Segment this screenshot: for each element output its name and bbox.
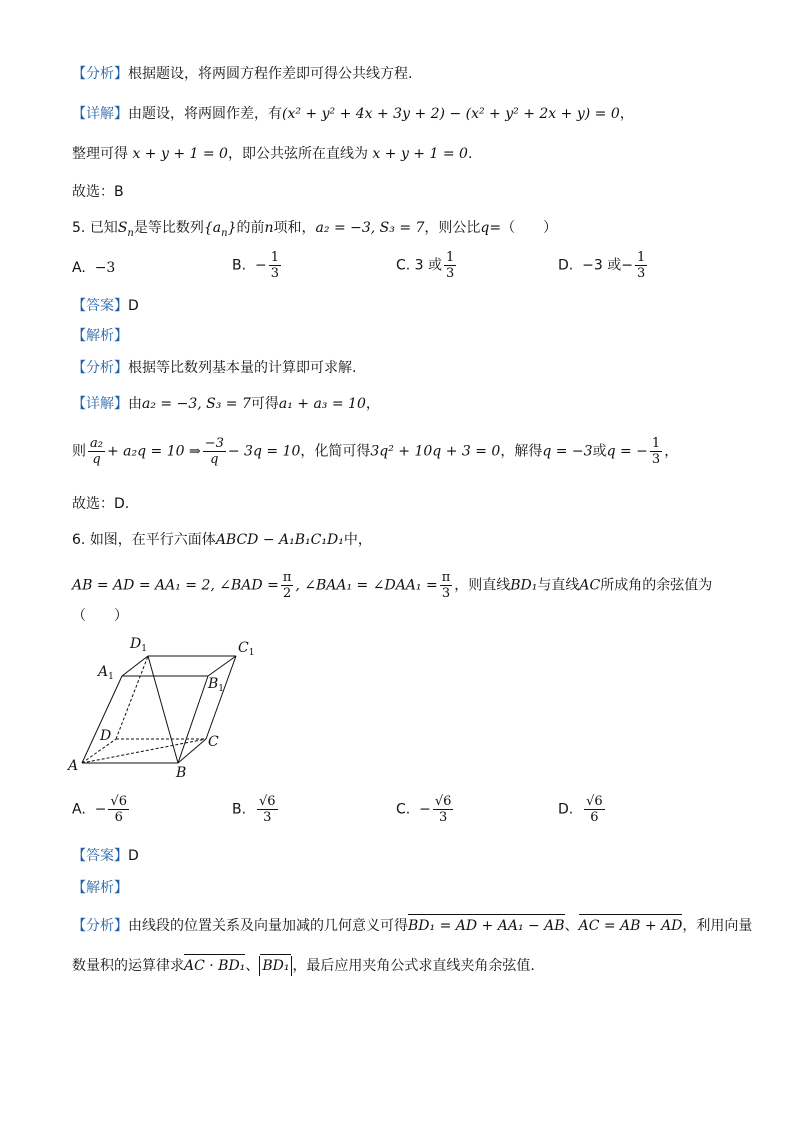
q6-solid: ABCD − A₁B₁C₁D₁ xyxy=(215,532,344,548)
simplify-equation: x + y + 1 = 0 xyxy=(132,146,228,162)
label-a: A xyxy=(68,758,79,774)
q5-text: 项和， xyxy=(273,220,316,236)
question-6 xyxy=(72,530,372,550)
q5-text: ，则公比 xyxy=(424,220,481,236)
answer-tag: 【答案】 xyxy=(72,848,128,864)
q5-seq-sub: n xyxy=(221,227,228,239)
option-b[interactable] xyxy=(232,794,280,825)
fraction: $\frac{\text{a₂}}{q}$ xyxy=(90,436,103,467)
solve-line xyxy=(72,436,678,467)
detail-tag: 【详解】 xyxy=(72,106,128,122)
analysis-line-2 xyxy=(72,956,535,976)
q5-text: =（ ） xyxy=(489,220,558,236)
analysis-text: ，最后应用夹角公式求直线夹角余弦值. xyxy=(292,958,535,974)
period: . xyxy=(467,146,473,162)
edge-a-a1 xyxy=(82,676,122,763)
question-number: 5. xyxy=(72,220,86,236)
detail-line xyxy=(72,394,380,414)
choose-line: 故选：B xyxy=(72,184,124,200)
option-fraction: $\frac{√6}{3}$ xyxy=(258,794,276,825)
fraction: $\frac{\pi}{2}$ xyxy=(282,570,292,601)
option-sign: − xyxy=(254,257,267,274)
analysis-line xyxy=(72,358,356,378)
q5-q: q xyxy=(480,220,490,236)
separator: 、 xyxy=(245,958,260,974)
analysis-text: 根据等比数列基本量的计算即可求解. xyxy=(128,360,357,376)
vector-magnitude: BD₁ xyxy=(259,956,292,976)
vector-equation: AC = AB + AD xyxy=(578,918,683,934)
choose-line: 故选：D. xyxy=(72,496,130,512)
analysis-tag: 【分析】 xyxy=(72,918,128,934)
option-label: D. xyxy=(558,801,574,818)
option-label: A. xyxy=(72,801,86,818)
detail-equation: (x² + y² + 4x + 3y + 2) − (x² + y² + 2x + y) = 0 xyxy=(282,106,620,122)
q6-condition: , ∠BAA₁ = ∠DAA₁ = xyxy=(295,577,438,594)
label-b1: $B_1$ xyxy=(208,676,225,694)
option-label: C. 3 或 xyxy=(396,257,443,274)
q6-text: 中， xyxy=(343,532,372,548)
separator: 、 xyxy=(564,918,579,934)
detail-text: 由 xyxy=(128,396,142,412)
chord-equation: x + y + 1 = 0 xyxy=(372,146,468,162)
analysis-line xyxy=(72,916,752,936)
simplify-line xyxy=(72,144,472,164)
analysis-text: 根据题设，将两圆方程作差即可得公共线方程. xyxy=(128,66,413,82)
option-value: −3 xyxy=(94,260,116,276)
q6-paren: （ ） xyxy=(72,608,128,624)
q6-text: 与直线 xyxy=(537,577,580,594)
option-fraction: $\frac{√6}{6}$ xyxy=(110,794,127,825)
chord-text: ，即公共弦所在直线为 xyxy=(227,146,368,162)
q5-text: 已知 xyxy=(89,220,118,236)
option-fraction: $\frac{√6}{6}$ xyxy=(586,794,603,825)
solve-text: ，解得 xyxy=(500,443,543,460)
solve-equation: q = −3 xyxy=(542,443,593,460)
analysis-heading: 【解析】 xyxy=(72,880,128,896)
analysis-tag: 【分析】 xyxy=(72,66,128,82)
option-sign: − xyxy=(419,801,431,818)
question-number: 6. xyxy=(72,532,86,548)
solve-equation: − 3q = 10 xyxy=(227,443,301,460)
option-fraction: $\frac{1}{3}$ xyxy=(446,250,455,281)
option-b[interactable] xyxy=(232,250,283,281)
solve-text: 则 xyxy=(72,443,86,460)
q6-line: BD₁ xyxy=(510,577,538,594)
detail-equation: a₁ + a₃ = 10 xyxy=(278,396,366,412)
fraction: $\frac{-3}{q}$ xyxy=(204,436,224,467)
vector-equation: BD₁ = AD + AA₁ − AB xyxy=(408,918,565,934)
detail-punct: ， xyxy=(365,396,380,412)
solve-text: 或 xyxy=(592,443,607,460)
answer-line xyxy=(72,846,139,866)
q5-n: n xyxy=(264,220,274,236)
solve-punct: ， xyxy=(664,443,679,460)
solve-text: ，化简可得 xyxy=(300,443,371,460)
q6-condition-line xyxy=(72,570,712,601)
option-a[interactable] xyxy=(72,258,115,278)
q5-s: S xyxy=(117,220,128,236)
q5-seq-end: } xyxy=(227,220,237,236)
option-sign: − xyxy=(94,801,107,818)
analysis-text: 数量积的运算律求 xyxy=(72,958,184,974)
option-c[interactable] xyxy=(396,250,458,281)
label-d: D xyxy=(100,728,112,744)
answer-value: D xyxy=(128,298,139,314)
q5-condition: a₂ = −3, S₃ = 7 xyxy=(315,220,425,236)
label-a1: $A_1$ xyxy=(98,664,114,682)
solve-equation: + a₂q = 10 ⇒ xyxy=(106,443,201,460)
option-c[interactable] xyxy=(396,794,455,825)
edge-c-c1 xyxy=(206,656,236,739)
option-label: C. xyxy=(396,801,411,818)
edge-b1-c1 xyxy=(208,656,236,676)
option-a[interactable] xyxy=(72,794,131,825)
q5-text: 的前 xyxy=(236,220,265,236)
answer-line xyxy=(72,296,139,316)
option-label: B. xyxy=(232,801,247,818)
analysis-text: 由线段的位置关系及向量加减的几何意义可得 xyxy=(128,918,408,934)
answer-tag: 【答案】 xyxy=(72,298,128,314)
analysis-line xyxy=(72,64,412,84)
q5-seq: {a xyxy=(203,220,222,236)
label-b: B xyxy=(176,765,187,780)
fraction: $\frac{\pi}{3}$ xyxy=(441,570,451,601)
option-fraction: $\frac{√6}{3}$ xyxy=(434,794,452,825)
detail-text: 由题设，将两圆作差，有 xyxy=(128,106,282,122)
detail-text: 可得 xyxy=(250,396,279,412)
question-5 xyxy=(72,218,557,244)
label-c1: $C_1$ xyxy=(238,640,255,658)
option-fraction: $\frac{1}{3}$ xyxy=(270,250,279,281)
detail-equation: a₂ = −3, S₃ = 7 xyxy=(142,396,251,412)
q6-text: 所成角的余弦值为 xyxy=(600,577,713,594)
detail-punct: ， xyxy=(619,106,634,122)
q6-condition: AB = AD = AA₁ = 2, ∠BAD = xyxy=(72,577,279,594)
simplify-text: 整理可得 xyxy=(72,146,128,162)
label-c: C xyxy=(208,734,219,750)
detail-tag: 【详解】 xyxy=(72,396,128,412)
analysis-text: ，利用向量 xyxy=(682,918,753,934)
option-label: B. xyxy=(232,257,247,274)
detail-line xyxy=(72,104,634,124)
vector-product: AC · BD₁ xyxy=(184,958,246,974)
q5-s-sub: n xyxy=(127,227,134,239)
fraction: $\frac{1}{3}$ xyxy=(651,436,661,467)
q5-text: 是等比数列 xyxy=(133,220,204,236)
parallelepiped-figure xyxy=(60,630,280,780)
solve-equation: 3q² + 10q + 3 = 0 xyxy=(370,443,501,460)
option-pre: −3 或− xyxy=(582,257,633,274)
option-label: A. xyxy=(72,260,86,276)
edge-a1-d1 xyxy=(122,656,148,676)
analysis-tag: 【分析】 xyxy=(72,360,128,376)
solve-equation: q = − xyxy=(606,443,648,460)
q6-line: AC xyxy=(579,577,601,594)
label-d1: $D_1$ xyxy=(130,636,147,654)
q6-text: ，则直线 xyxy=(454,577,511,594)
q6-text: 如图，在平行六面体 xyxy=(89,532,216,548)
option-d[interactable] xyxy=(558,794,607,825)
option-d[interactable] xyxy=(558,250,649,281)
answer-value: D xyxy=(128,848,139,864)
option-label: D. xyxy=(558,257,574,274)
analysis-heading: 【解析】 xyxy=(72,328,128,344)
option-fraction: $\frac{1}{3}$ xyxy=(636,250,646,281)
